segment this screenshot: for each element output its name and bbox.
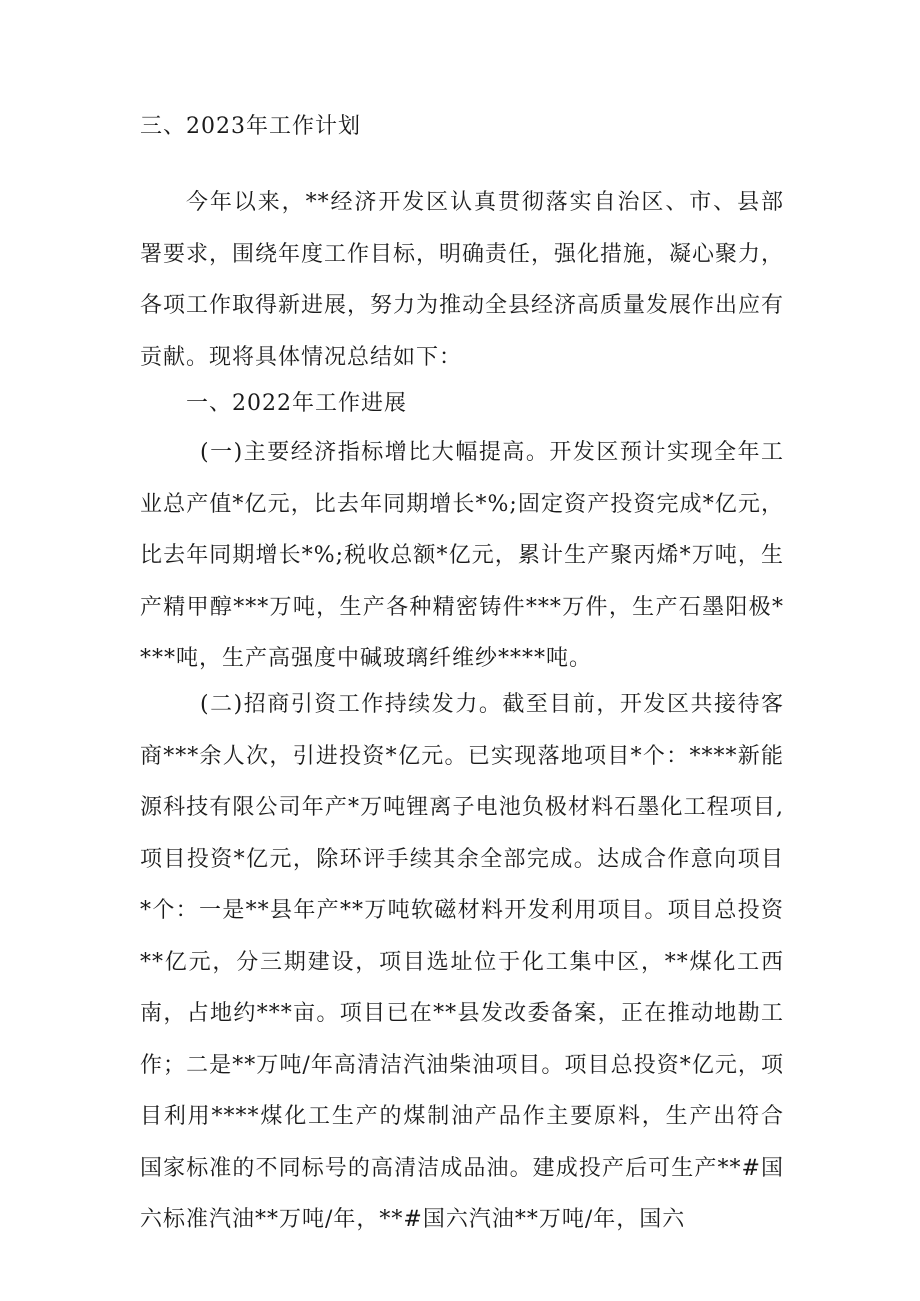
- paragraph-economic-indicators: (一)主要经济指标增比大幅提高。开发区预计实现全年工业总产值*亿元，比去年同期增长*%;固定资产投资完成*亿元，比去年同期增长*%;税收总额*亿元，累计生产聚丙烯*万吨，生产精甲醇***万吨，生产各种精密铸件***万件，生产石墨阳极****吨，生产高强度中碱玻璃纤维纱****吨。: [140, 440, 784, 671]
- section-heading-progress: 一、2022年工作进展: [186, 391, 407, 416]
- paragraph-investment-attraction: (二)招商引资工作持续发力。截至目前，开发区共接待客商***余人次，引进投资*亿元。已实现落地项目*个：****新能源科技有限公司年产*万吨锂离子电池负极材料石墨化工程项目,项目投资*亿元，除环评手续其余全部完成。达成合作意向项目*个：一是**县年产**万吨软磁材料开发利用项目。项目总投资**亿元，分三期建设，项目选址位于化工集中区，**煤化工西南，占地约***亩。项目已在**县发改委备案，正在推动地勘工作；二是**万吨/年高清洁汽油柴油项目。项目总投资*亿元，项目利用****煤化工生产的煤制油产品作主要原料，生产出符合国家标准的不同标号的高清洁成品油。建成投产后可生产**#国六标准汽油**万吨/年，**#国六汽油**万吨/年，国六: [140, 692, 784, 1232]
- intro-paragraph: 今年以来，**经济开发区认真贯彻落实自治区、市、县部署要求，围绕年度工作目标，明确责任，强化措施，凝心聚力，各项工作取得新进展，努力为推动全县经济高质量发展作出应有贡献。现将具体情况总结如下：: [140, 190, 785, 370]
- section-heading-plan: 三、2023年工作计划: [140, 114, 361, 139]
